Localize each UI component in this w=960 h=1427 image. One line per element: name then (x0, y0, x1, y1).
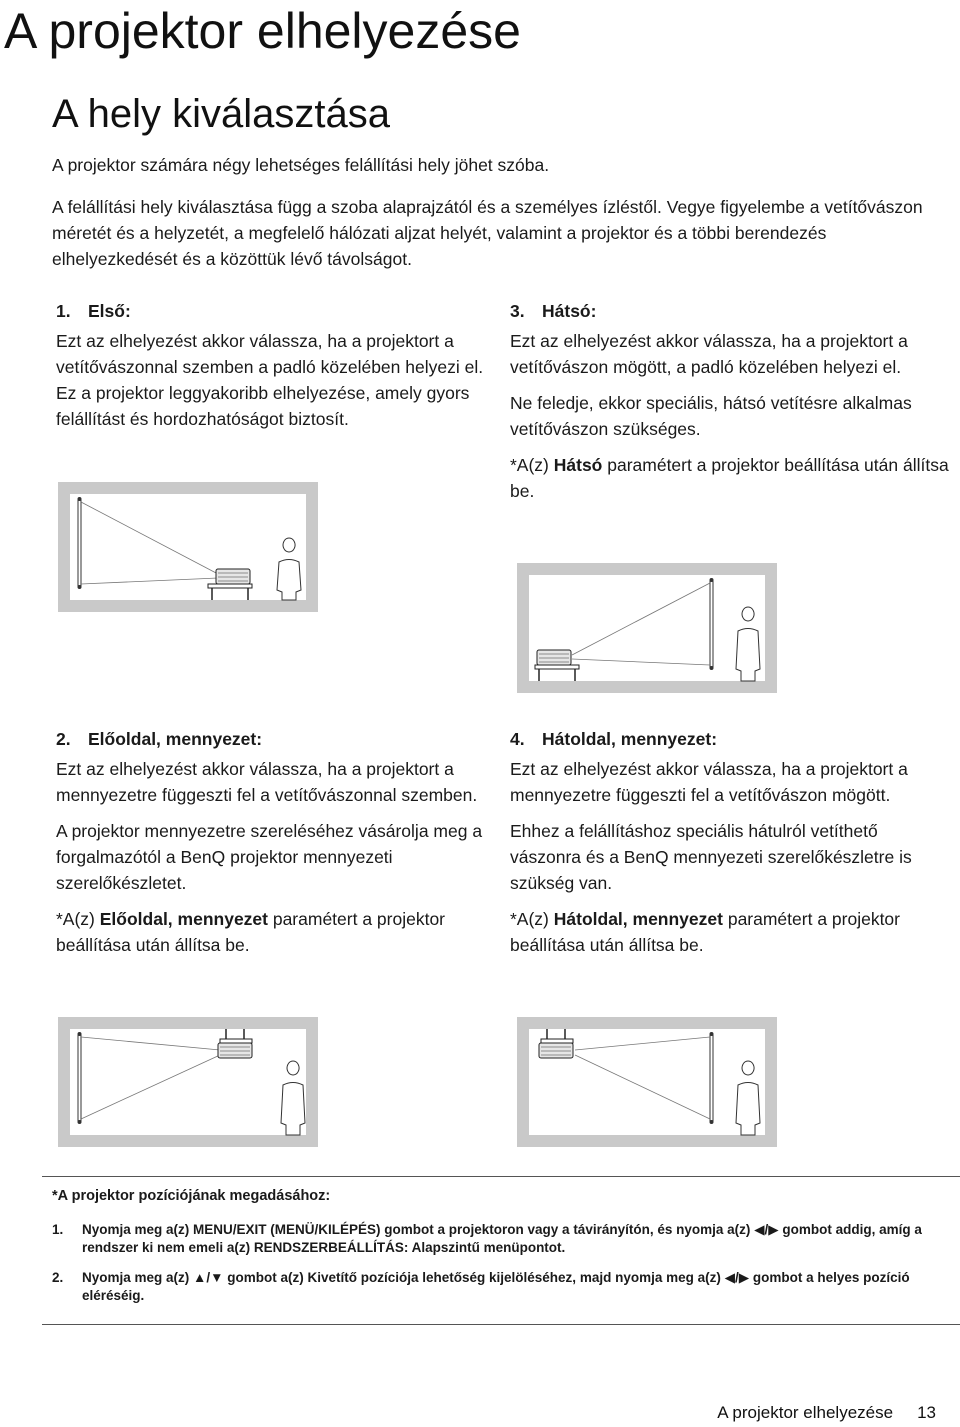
section-rear-ceiling (510, 726, 950, 968)
page-number: 13 (917, 1403, 936, 1422)
note-title: *A projektor pozíciójának megadásához: (52, 1188, 331, 1204)
illustration-rear-ceiling (517, 1017, 777, 1147)
note-top-rule (42, 1176, 960, 1177)
illustration-front-floor (58, 482, 318, 612)
section-front-ceiling-heading: 2. Előoldal, mennyezet: (56, 729, 263, 749)
section-rear-ceiling-heading: 4. Hátoldal, mennyezet: (510, 729, 718, 749)
section-front (56, 298, 496, 442)
note-step: 2. Nyomja meg a(z) ▲/▼ gombot a(z) Kivetítő pozíciója lehetőség kijelöléséhez, majd nyomja meg a(z) ◀/▶ gombot a helyes pozíció eléréséig. (52, 1270, 910, 1303)
intro-paragraph-1: A projektor számára négy lehetséges felállítási hely jöhet szóba. (52, 155, 550, 175)
section-rear-text-1: Ezt az elhelyezést akkor válassza, ha a projektort a vetítővászon mögött, a padló közelében helyezi el. (510, 331, 908, 377)
section-rear-ceiling-text-1: Ezt az elhelyezést akkor válassza, ha a projektort a mennyezetre függeszti fel a vetítővászon mögött. (510, 759, 908, 805)
section-rear-text-3: *A(z) Hátsó paramétert a projektor beállítása után állítsa be. (510, 455, 949, 501)
section-front-ceiling-text-3: *A(z) Előoldal, mennyezet paramétert a projektor beállítása után állítsa be. (56, 909, 446, 955)
note-step: 1. Nyomja meg a(z) MENU/EXIT (MENÜ/KILÉPÉS) gombot a projektoron vagy a távirányítón, és nyomja a(z) ◀/▶ gombot addig, amíg a rendszer ki nem emeli a(z) RENDSZERBEÁLLÍTÁS: Alapszintű menüpontot. (52, 1222, 922, 1255)
section-front-text: Ezt az elhelyezést akkor válassza, ha a projektort a vetítővászonnal szemben a padló közelében helyezi el. Ez a projektor leggyakoribb elhelyezése, amely gyors felállítást és hordozhatóságot biztosít. (56, 331, 484, 429)
section-rear-text-2: Ne feledje, ekkor speciális, hátsó vetítésre alkalmas vetítővászon szükséges. (510, 393, 912, 439)
section-rear (510, 298, 950, 514)
note-bottom-rule (42, 1324, 960, 1325)
section-rear-ceiling-text-2: Ehhez a felállításhoz speciális hátulról vetíthető vászonra és a BenQ mennyezeti szerelőkészletre is szükség van. (510, 821, 912, 893)
section-front-ceiling-text-1: Ezt az elhelyezést akkor válassza, ha a projektort a mennyezetre függeszti fel a vetítővászonnal szemben. (56, 759, 478, 805)
section-front-ceiling (56, 726, 496, 968)
section-front-heading: 1. Első: (56, 301, 131, 321)
footer-label: A projektor elhelyezése (717, 1403, 894, 1422)
section-rear-ceiling-text-3: *A(z) Hátoldal, mennyezet paramétert a projektor beállítása után állítsa be. (510, 909, 900, 955)
section-subtitle: A hely kiválasztása (52, 92, 390, 136)
intro-paragraph-2: A felállítási hely kiválasztása függ a szoba alaprajzától és a személyes ízléstől. Vegye figyelembe a vetítővászon méretét és a helyzetét, a megfelelő hálózati aljzat helyét, valamint a projektor és a többi berendezés elhelyezkedését és a közöttük lévő távolságot. (52, 197, 923, 269)
page-footer (717, 1403, 936, 1423)
page-title: A projektor elhelyezése (4, 3, 521, 59)
illustration-front-ceiling (58, 1017, 318, 1147)
illustration-rear-floor (517, 563, 777, 693)
section-front-ceiling-text-2: A projektor mennyezetre szereléséhez vásárolja meg a forgalmazótól a BenQ projektor mennyezeti szerelőkészletet. (56, 821, 483, 893)
section-rear-heading: 3. Hátsó: (510, 301, 597, 321)
note-box (52, 1187, 957, 1317)
